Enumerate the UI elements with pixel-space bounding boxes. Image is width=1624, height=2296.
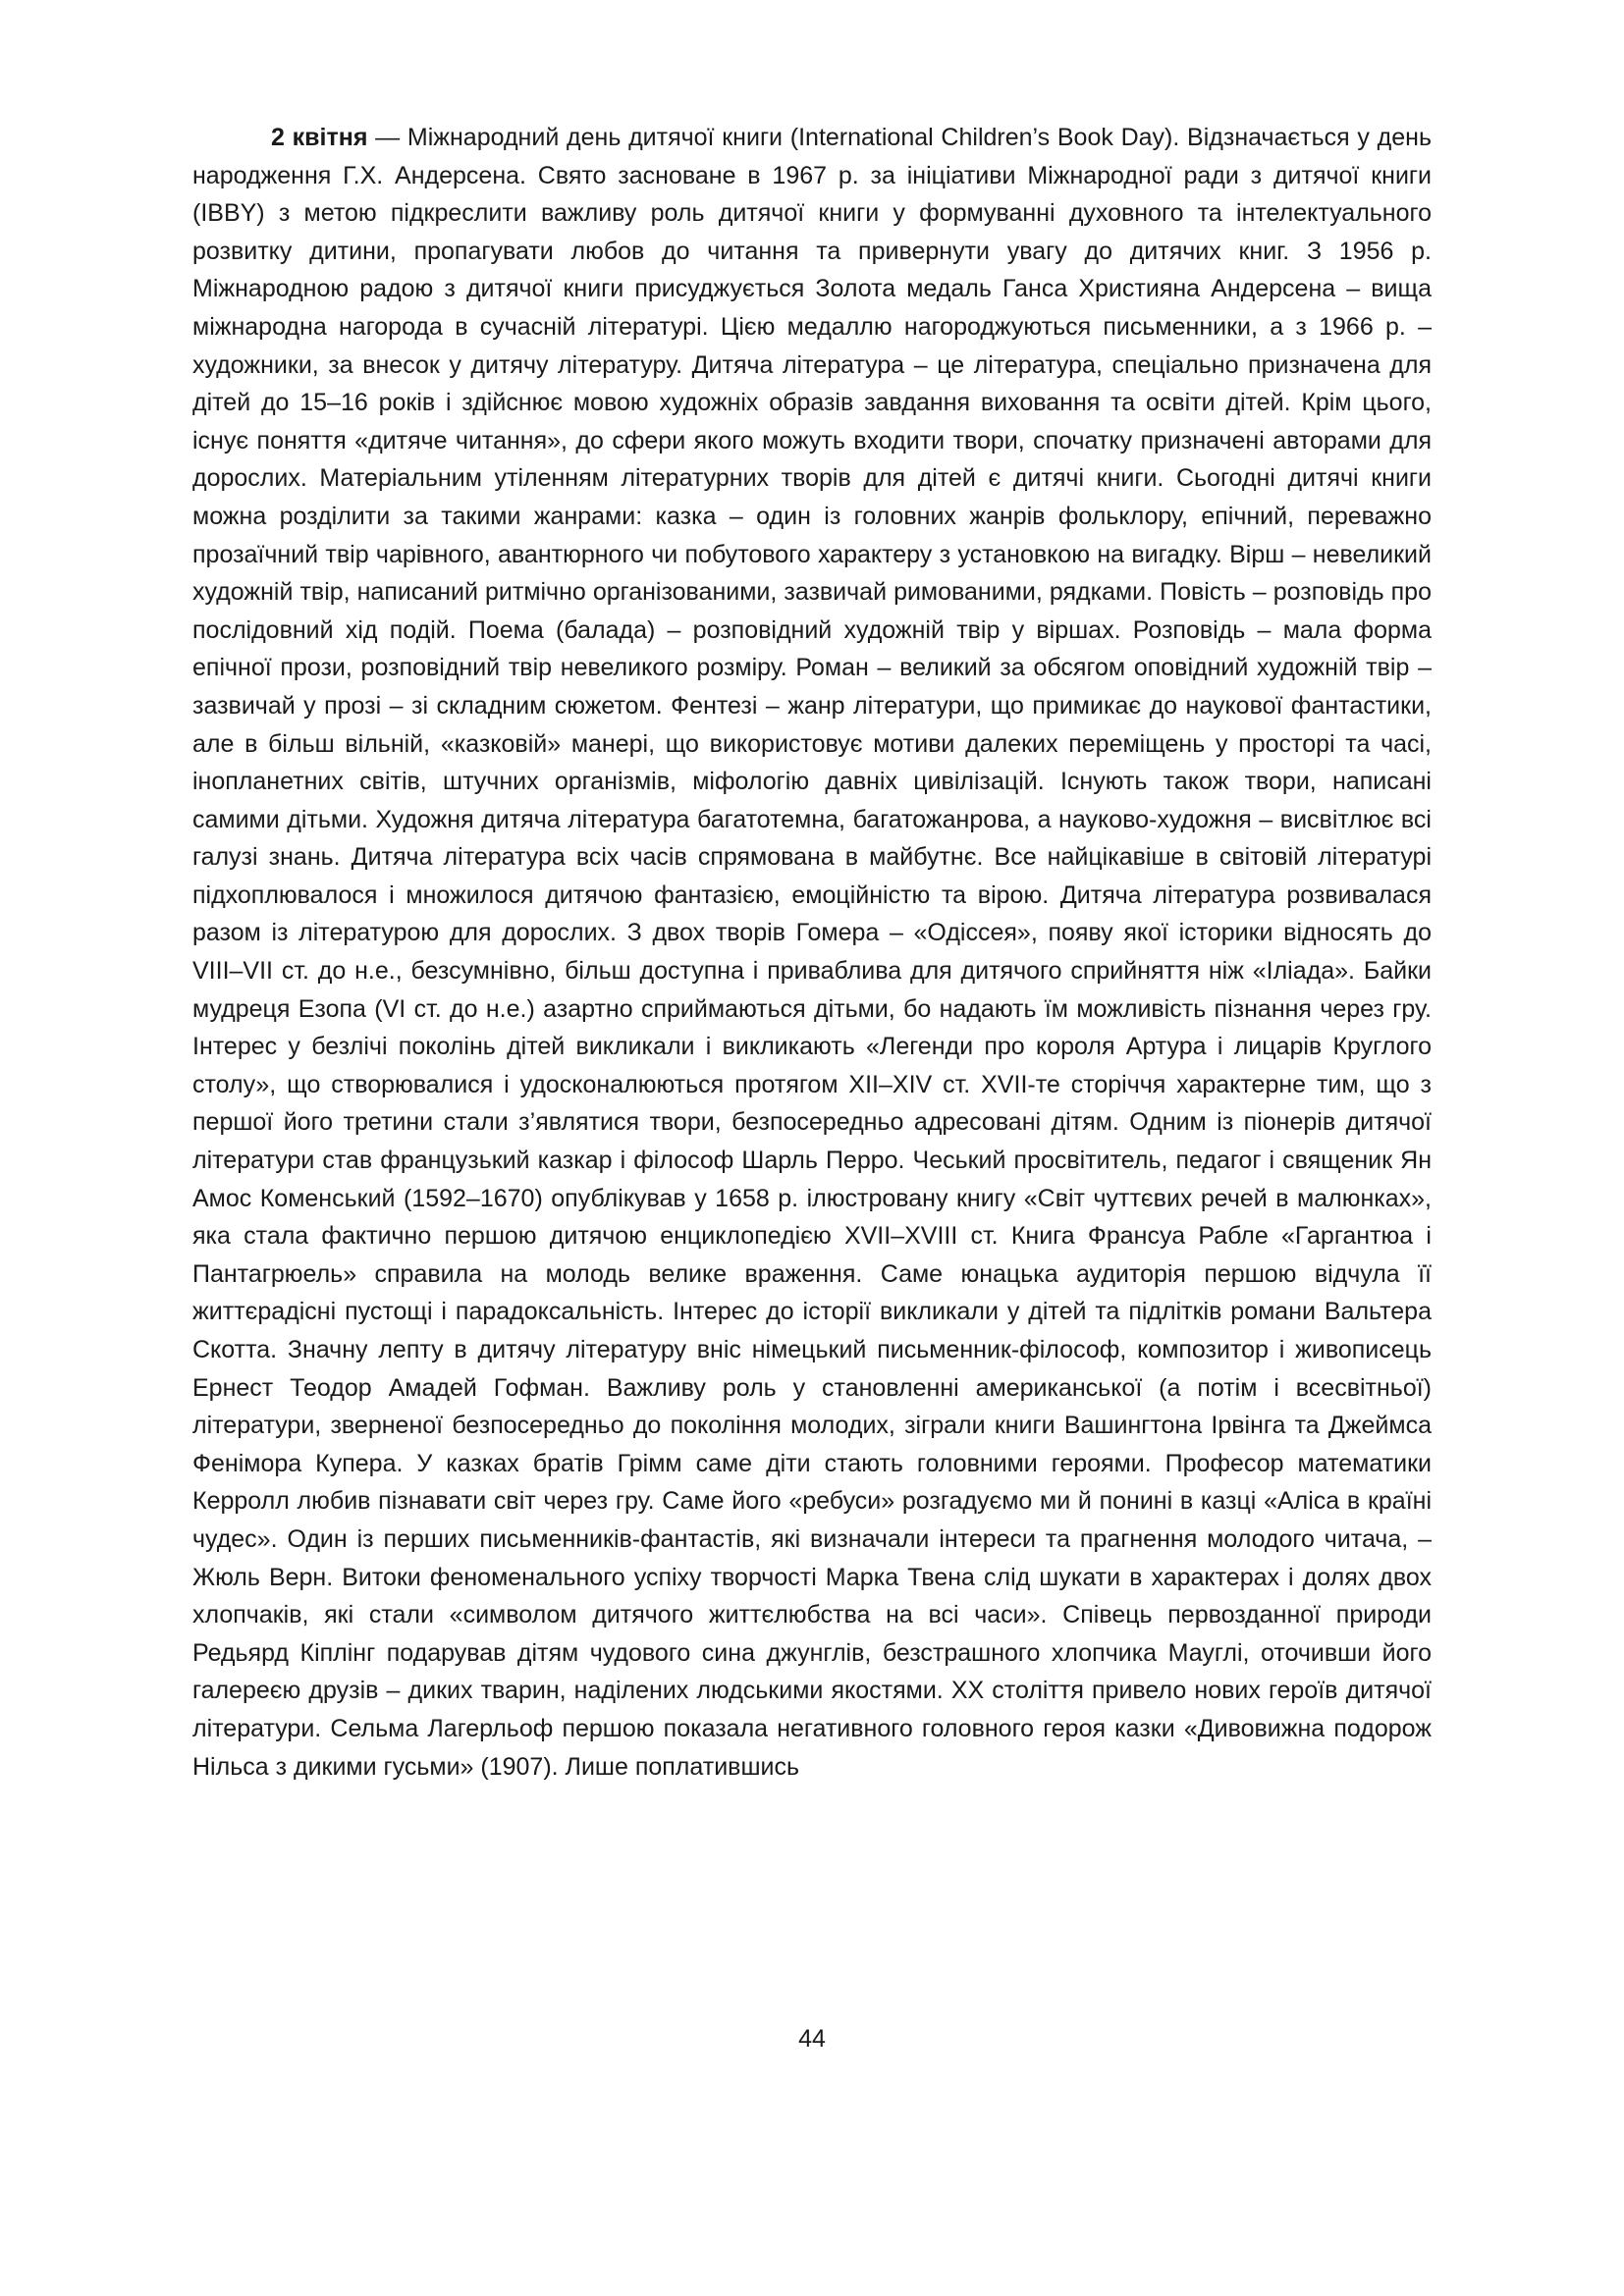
main-text-block — [192, 119, 1432, 1786]
page-number: 44 — [798, 2025, 826, 2053]
date-heading: 2 квітня — [271, 124, 368, 151]
paragraph-body: — Міжнародний день дитячої книги (International Children’s Book Day). Відзначається у день народження Г.Х. Андерсена. Свято засноване в 1967 р. за ініціативи Міжнародної ради з дитячої книги (IBBY) з метою підкреслити важливу роль дитячої книги у формуванні духовного та інтелектуального розвитку дитини, пропагувати любов до читання та привернути увагу до дитячих книг. З 1956 р. Міжнародною радою з дитячої книги присуджується Золота медаль Ганса Християна Андерсена – вища міжнародна нагорода в сучасній літературі. Цією медаллю нагороджуються письменники, а з 1966 р. – художники, за внесок у дитячу літературу. Дитяча література – це література, спеціально призначена для дітей до 15–16 років і здійснює мовою художніх образів завдання виховання та освіти дітей. Крім цього, існує поняття «дитяче читання», до сфери якого можуть входити твори, спочатку призначені авторами для дорослих. Матеріальним утіленням літературних творів для дітей є дитячі книги. Сьогодні дитячі книги можна розділити за такими жанрами: казка – один із головних жанрів фольклору, епічний, переважно прозаїчний твір чарівного, авантюрного чи побутового характеру з установкою на вигадку. Вірш – невеликий художній твір, написаний ритмічно організованими, зазвичай римованими, рядками. Повість – розповідь про послідовний хід подій. Поема (балада) – розповідний художній твір у віршах. Розповідь – мала форма епічної прози, розповідний твір невеликого розміру. Роман – великий за обсягом оповідний художній твір – зазвичай у прозі – зі складним сюжетом. Фентезі – жанр літератури, що примикає до наукової фантастики, але в більш вільній, «казковій» манері, що використовує мотиви далеких переміщень у просторі та часі, інопланетних світів, штучних організмів, міфологію давніх цивілізацій. Існують також твори, написані самими дітьми. Художня дитяча література багатотемна, багатожанрова, а науково-художня – висвітлює всі галузі знань. Дитяча література всіх часів спрямована в майбутнє. Все найцікавіше в світовій літературі підхоплювалося і множилося дитячою фантазією, емоційністю та вірою. Дитяча література розвивалася разом із літературою для дорослих. З двох творів Гомера – «Одіссея», появу якої історики відносять до VIII–VII ст. до н.е., безсумнівно, більш доступна і приваблива для дитячого сприйняття ніж «Іліада». Байки мудреця Езопа (VI ст. до н.е.) азартно сприймаються дітьми, бо надають їм можливість пізнання через гру. Інтерес у безлічі поколінь дітей викликали і викликають «Легенди про короля Артура і лицарів Круглого столу», що створювалися і удосконалюються протягом XII–XIV ст. XVII-те сторіччя характерне тим, що з першої його третини стали з’являтися твори, безпосередньо адресовані дітям. Одним із піонерів дитячої літератури став французький казкар і філософ Шарль Перро. Чеський просвітитель, педагог і священик Ян Амос Коменський (1592–1670) опублікував у 1658 р. ілюстровану книгу «Світ чуттєвих речей в малюнках», яка стала фактично першою дитячою енциклопедією XVII–XVIII ст. Книга Франсуа Рабле «Гаргантюа і Пантагрюель» справила на молодь велике враження. Саме юнацька аудиторія першою відчула її життєрадісні пустощі і парадоксальність. Інтерес до історії викликали у дітей та підлітків романи Вальтера Скотта. Значну лепту в дитячу літературу вніс німецький письменник-філософ, композитор і живописець Ернест Теодор Амадей Гофман. Важливу роль у становленні американської (а потім і всесвітньої) літератури, зверненої безпосередньо до покоління молодих, зіграли книги Вашингтона Ірвінга та Джеймса Фенімора Купера. У казках братів Грімм саме діти стають головними героями. Професор математики Керролл любив пізнавати світ через гру. Саме його «ребуси» розгадуємо ми й понині в казці «Аліса в країні чудес». Один із перших письменників-фантастів, які визначали інтереси та прагнення молодого читача, – Жюль Верн. Витоки феноменального успіху творчості Марка Твена слід шукати в характерах і долях двох хлопчаків, які стали «символом дитячого життєлюбства на всі часи». Співець первозданної природи Редьярд Кіплінг подарував дітям чудового сина джунглів, безстрашного хлопчика Мауглі, оточивши його галереєю друзів – диких тварин, наділених людськими якостями. XX століття привело нових героїв дитячої літератури. Сельма Лагерльоф першою показала негативного головного героя казки «Дивовижна подорож Нільса з дикими гусьми» (1907). Лише поплатившись — [192, 124, 1432, 1781]
main-paragraph — [192, 119, 1432, 1786]
